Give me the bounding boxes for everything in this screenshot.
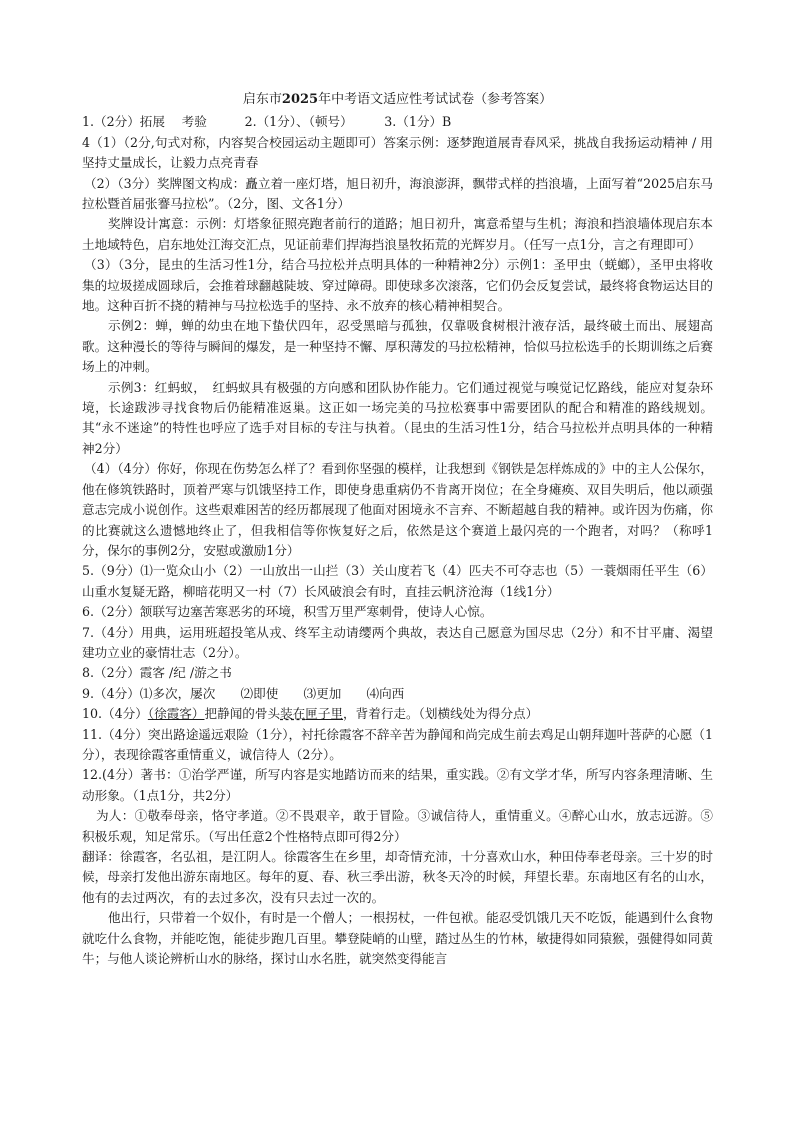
answer-5: 5.（9分）⑴一览众山小（2）一山放出一山拦（3）关山度若飞（4）匹夫不可夺志也（5）一蓑烟雨任平生（6）山重水复疑无路，柳暗花明又一村（7）长风破浪会有时，直挂云帆济沧海（1线1分） (82, 563, 713, 599)
answer-4-1: 4（1）（2分,句式对称，内容契合校园运动主题即可）答案示例：逐梦跑道展青春风采，挑战自我扬运动精神 / 用坚持丈量成长，让毅力点亮青春 (82, 134, 713, 171)
translation-paragraph-1: 翻译：徐霞客，名弘祖，是江阴人。徐霞客生在乡里，却奇情充沛，十分喜欢山水，种田侍奉老母亲。三十岁的时候，母亲打发他出游东南地区。每年的夏、春、秋三季出游，秋冬天冷的时候，拜望长辈。东南地区有名的山水，他有的去过两次，有的去过多次，没有只去过一次的。 (82, 849, 713, 905)
answer-12-writing: 12.(4分）著书：①治学严谨，所写内容是实地踏访而来的结果，重实践。②有文学才华，所写内容条理清晰、生动形象。（1点1分，共2分） (82, 767, 713, 803)
translation-paragraph-2: 他出行，只带着一个奴仆，有时是一个僧人；一根拐杖，一件包袱。能忍受饥饿几天不吃饭，能遇到什么食物就吃什么食物，并能吃饱，能徒步跑几百里。攀登陡峭的山壁，踏过丛生的竹林，敏捷得如同猿猴，强健得如同黄牛；与他人谈论辨析山水的脉络，探讨山水名胜，就突然变得能言 (82, 910, 713, 967)
answer-6: 6.（2分）颔联写边塞苦寒恶劣的环境，积雪万里严寒刺骨，使诗人心惊。 (82, 604, 493, 620)
answer-11: 11.（4分）突出路途遥远艰险（1分），衬托徐霞客不辞辛苦为静闻和尚完成生前去鸡足山朝拜迦叶菩萨的心愿（1分），表现徐霞客重情重义，诚信待人（2分）。 (82, 726, 713, 762)
answer-10-verb: 装在 (280, 706, 306, 722)
title-prefix: 启东市 (242, 92, 282, 107)
answer-4-3-example-3: 示例3：红蚂蚁， 红蚂蚁具有极强的方向感和团队协作能力。它们通过视觉与嗅觉记忆路线，能应对复杂环境，长途跋涉寻找食物后仍能精准返巢。这正如一场完美的马拉松赛事中需要团队的配合和精准的路线规划。其“永不迷途”的特性也呼应了选手对目标的专注与执着。（昆虫的生活习性1分，结合马拉松并点明具体的一种精神2分） (82, 379, 713, 456)
answer-10-text-2: ，背着行走。（划横线处为得分点） (343, 706, 539, 722)
answer-9: 9.（4分）⑴多次，屡次 ⑵即使 ⑶更加 ⑷向西 (82, 685, 405, 701)
answer-1-3: 1.（2分）拓展 考验 2.（1分）、（顿号） 3.（1分）B (82, 114, 452, 130)
answer-12-character: 为人：①敬奉母亲，恪守孝道。②不畏艰辛，敢于冒险。③诚信待人，重情重义。④醉心山水，放志远游。⑤积极乐观，知足常乐。（写出任意2个性格特点即可得2分） (82, 808, 713, 844)
medal-design-meaning: 奖牌设计寓意：示例：灯塔象征照亮跑者前行的道路；旭日初升，寓意希望与生机；海浪和挡浪墙体现启东本土地域特色，启东地处江海交汇点，见证前辈们捍海挡浪垦牧拓荒的光辉岁月。（任写一点1分，言之有理即可） (82, 216, 713, 252)
page-title (82, 90, 713, 110)
answer-10-subject: （徐霞客） (147, 706, 205, 722)
answer-4-3-example-1: （3）（3分，昆虫的生活习性1分，结合马拉松并点明具体的一种精神2分）示例1：圣甲虫（蜣螂），圣甲虫将收集的垃圾搓成圆球后，会推着球翻越陡坡、穿过障碍。即使球多次滚落，它们仍会反复尝试，最终将食物运达目的地。这种百折不挠的精神与马拉松选手的坚持、永不放弃的核心精神相契合。 (82, 257, 713, 314)
answer-4-2: （2）（3分）奖牌图文构成：矗立着一座灯塔，旭日初升，海浪澎湃，飘带式样的挡浪墙，上面写着“2025启东马拉松暨首届张謇马拉松”。（2分，图、文各1分） (82, 175, 713, 212)
answer-8: 8.（2分）霞客 /纪 /游之书 (82, 665, 232, 681)
answer-4-3-example-2: 示例2：蝉，蝉的幼虫在地下蛰伏四年，忍受黑暗与孤独，仅靠吸食树根汁液存活，最终破土而出、展翅高歌。这种漫长的等待与瞬间的爆发，是一种坚持不懈、厚积薄发的马拉松精神，恰似马拉松选手的长期训练之后赛场上的冲刺。 (82, 318, 713, 375)
answer-10-object: 匣子里 (305, 706, 344, 722)
answer-10 (82, 704, 713, 724)
answer-10-label: 10.（4分） (82, 706, 148, 722)
title-suffix: 年中考语文适应性考试试卷（参考答案） (318, 92, 553, 107)
answer-4-4: （4）（4分）你好，你现在伤势怎么样了？看到你坚强的模样，让我想到《钢铁是怎样炼成的》中的主人公保尔，他在修筑铁路时，顶着严寒与饥饿坚持工作，即使身患重病仍不肯离开岗位；在全身瘫痪、双目失明后，他以顽强意志完成小说创作。这些艰难困苦的经历都展现了他面对困境永不言弃、不断超越自我的精神。或许因为伤痛，你的比赛就这么遗憾地终止了，但我相信等你恢复好之后，依然是这个赛道上最闪亮的一个跑者，对吗？（称呼1分，保尔的事例2分，安慰或激励1分） (82, 461, 713, 558)
answer-10-text-1: 把静闻的骨头 (204, 706, 281, 722)
answer-7: 7.（4分）用典，运用班超投笔从戎、终军主动请缨两个典故，表达自己愿意为国尽忠（2分）和不甘平庸、渴望建功立业的豪情壮志（2分）。 (82, 624, 713, 660)
title-year: 2025 (281, 92, 319, 107)
